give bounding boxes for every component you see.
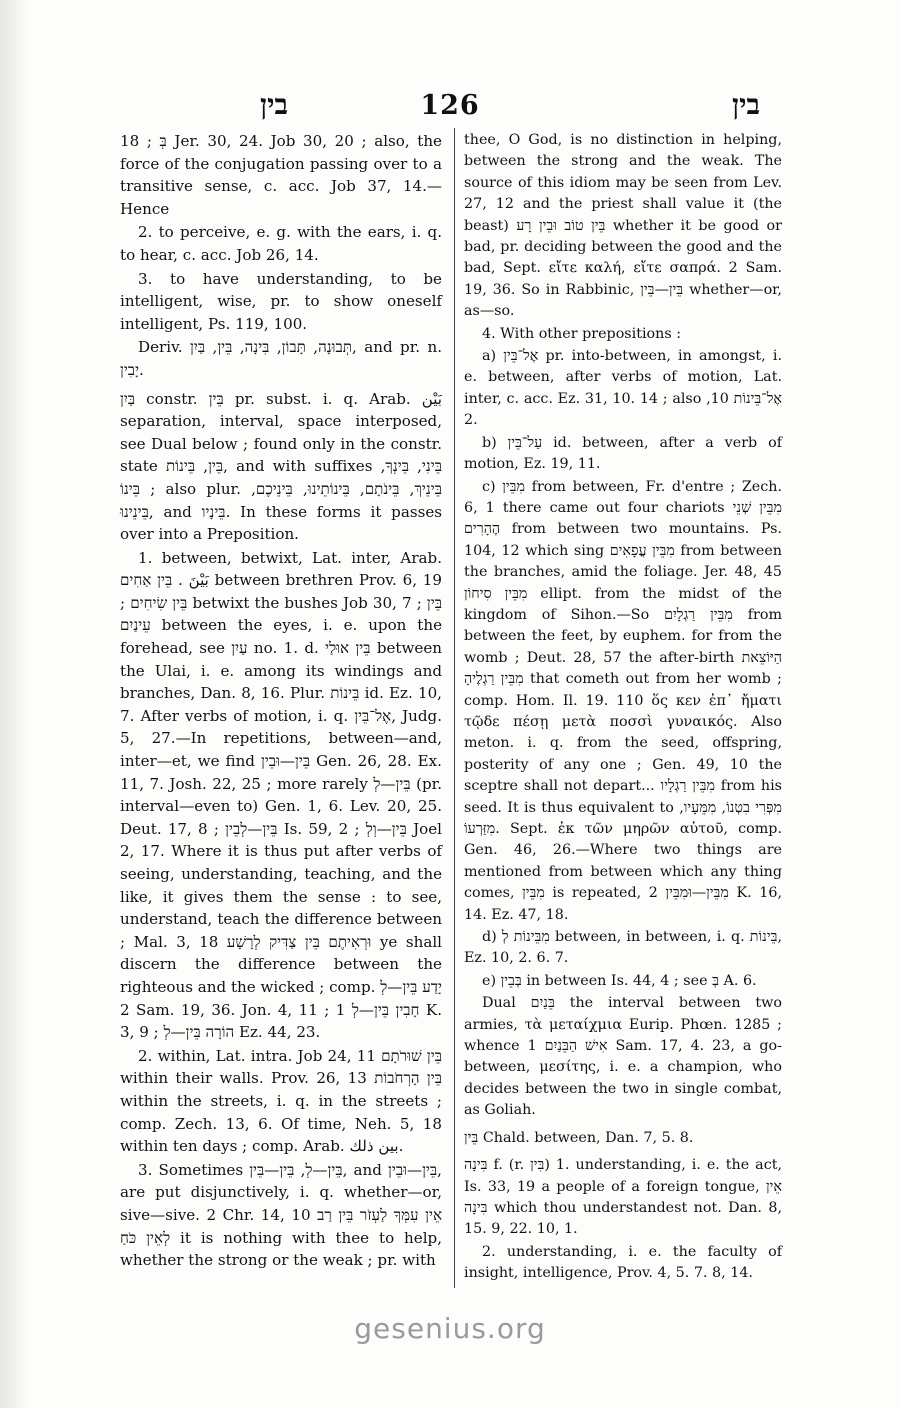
running-head-left: בין: [260, 88, 288, 121]
left-column: [120, 130, 442, 1273]
sense-2-within: 2. within, Lat. intra. Job 24, 11 בֵּין שׁוּרֹתָם within their walls. Prov. 26, 13 בֵּין הָרְחֹבוֹת within the streets, i. q. in the streets ; comp. Zech. 13, 6. Of time, Neh. 5, 18 within ten days ; comp. Arab. بين ذلك.: [120, 1046, 443, 1156]
right-column: [464, 130, 782, 1286]
page-gutter-shadow: [0, 0, 30, 1408]
entry-bayin: בַּיִן constr. בֵּין pr. subst. i. q. Arab. بَيْن separation, interval, space interposed, see Dual below ; found only in the constr. state בֵּין, בֵּינוֹת, and with suffixes בֵּינִי, בֵּינְךָ, בֵּינוֹ ; also plur. בֵּינֵיךְ, בֵּינֹתָם, בֵּינוֹתֵינוּ, בֵּינֵיכֶם, בֵּינֵינוּ, and בֵּינָיו. In these forms it passes over into a Preposition.: [120, 389, 443, 544]
subsense-b: b) עַל־בֵּין id. between, after a verb of motion, Ez. 19, 11.: [464, 434, 782, 473]
site-watermark: gesenius.org: [354, 1312, 546, 1345]
column-divider: [454, 128, 455, 1288]
running-head-right: בין: [732, 88, 760, 121]
left-paragraph: 3. to have understanding, to be intelligent, wise, pr. to show oneself intelligent, Ps. 119, 100.: [120, 269, 442, 333]
entry-binah: בִּינָה f. (r. בִּין) 1. understanding, i. e. the act, Is. 33, 19 a people of a foreign tongue, אֵין בִּינָה which thou understandest not. Dan. 8, 15. 9, 22. 10, 1.: [464, 1157, 782, 1238]
subsense-a: a) אֶל־בֵּין pr. into-between, in amongst, i. e. between, after verbs of motion, Lat. inter, c. acc. Ez. 31, 10. 14 ; also אֶל־בֵּינוֹת 10, 2.: [464, 348, 783, 429]
left-paragraph: 2. to perceive, e. g. with the ears, i. q. to hear, c. acc. Job 26, 14.: [120, 223, 442, 264]
subsense-d: d) מִבֵּינוֹת לְ between, in between, i. q. בֵּינוֹת, Ez. 10, 2. 6. 7.: [464, 929, 783, 967]
page-number: 126: [420, 90, 480, 121]
dual-form: Dual בֵּנַיִם the interval between two armies, τὰ μεταίχμια Eurip. Phœn. 1285 ; whence אִישׁ הַבֵּנַיִם 1 Sam. 17, 4. 23, a go-between, μεσίτης, i. e. a champion, who decides between the two in single combat, as Goliah.: [464, 995, 782, 1119]
binah-sense-2: 2. understanding, i. e. the faculty of insight, intelligence, Prov. 4, 5. 7. 8, 14.: [464, 1243, 782, 1282]
left-paragraph: 18 ; בְּ Jer. 30, 24. Job 30, 20 ; also, the force of the conjugation passing over to a transitive sense, c. acc. Job 37, 14.—Hence: [120, 132, 442, 218]
sense-4-heading: 4. With other prepositions :: [482, 325, 682, 342]
page-header: [120, 88, 780, 128]
subsense-e: e) בְּבֵין in between Is. 44, 4 ; see בְּ A. 6.: [482, 972, 757, 989]
subsense-c: c) מִבֵּין from between, Fr. d'entre ; Zech. 6, 1 there came out four chariots מִבֵּין שְׁנֵי הֶהָרִים from between two mountains. Ps. 104, 12 which sing מִבֵּין עֳפָאִים from between the branches, amid the foliage. Jer. 48, 45 מִבֵּין סִיחוֹן ellipt. from the midst of the kingdom of Sihon.—So מִבֵּין רַגְלָיִם from between the feet, by euphem. for from the womb ; Deut. 28, 57 the after-birth הַיּוֹצֵאת מִבֵּין רַגְלֶיהָ that cometh out from her womb ; comp. Hom. Il. 19. 110 ὅς κεν ἐπ᾽ ἤματι τῷδε πέσῃ μετὰ ποσσὶ γυναικός. Also meton. i. q. from the seed, offspring, posterity of any one ; Gen. 49, 10 the sceptre shall not depart... מִבֵּין רַגְלָיו from his seed. It is thus equivalent to מִפְּרִי בִטְנוֹ, מִמֵּעָיו, מִזַּרְעוֹ. Sept. ἐκ τῶν μηρῶν αὐτοῦ, comp. Gen. 46, 26.—Where two things are mentioned from between which any thing comes, מִבֵּין is repeated, מִבֵּין—וּמִבֵּין 2 K. 16, 14. Ez. 47, 18.: [464, 478, 783, 923]
right-paragraph: thee, O God, is no distinction in helping, between the strong and the weak. The source of this idiom may be seen from Lev. 27, 12 and the priest shall value it (the beast) בֵּין טוֹב וּבֵין רָע whether it be good or bad, pr. deciding between the good and the bad, Sept. εἴτε καλή, εἴτε σαπρά. 2 Sam. 19, 36. So in Rabbinic, בֵּין—בֵּין whether—or, as—so.: [464, 132, 782, 320]
left-paragraph: Deriv. תְּבוּנָה, תָּבוֹן, בִּינָה, בֵּין, בַּיִן, and pr. n. יָבִין.: [120, 338, 442, 379]
sense-3-disjunctive: 3. Sometimes בֵּין—לְ, בֵּין—בֵּין, and בֵּין—וּבֵין, are put disjunctively, i. q. whether—or, sive—sive. 2 Chr. 14, 10 אֵין עִמְּךָ לַעְזֹר בֵּין רַב לְאֵין כֹּחַ it is nothing with thee to help, whether the strong or the weak ; pr. with: [120, 1160, 443, 1270]
sense-1-between: 1. between, betwixt, Lat. inter, Arab. بَيْنَ . בֵּין אַחִים between brethren Prov. 6, 19 ; בֵּין שִׂיחִים betwixt the bushes Job 30, 7 ; בֵּין עֵינַיִם between the eyes, i. e. upon the forehead, see עַיִן no. 1. d. בֵּין אוּלַי between the Ulai, i. e. among its windings and branches, Dan. 8, 16. Plur. בֵּינוֹת id. Ez. 10, 7. After verbs of motion, i. q. אֶל־בֵּין, Judg. 5, 27.—In repetitions, between—and, inter—et, we find בֵּין—וּבֵין Gen. 26, 28. Ex. 11, 7. Josh. 22, 25 ; more rarely בֵּין—לְ (pr. interval—even to) Gen. 1, 6. Lev. 20, 25. Deut. 17, 8 ; בֵּין—לְבֵין Is. 59, 2 ; בֵּין—וְלְ Joel 2, 17. Where it is thus put after verbs of seeing, understanding, teaching, and the like, it gives them the sense : to see, understand, teach the difference between ; Mal. 3, 18 וּרְאִיתֶם בֵּין צַדִּיק לְרָשָׁע ye shall discern the difference between the righteous and the wicked ; comp. יָדַע בֵּין—לְ 2 Sam. 19, 36. Jon. 4, 11 ; חָבִין בֵּין—לְ 1 K. 3, 9 ; הוֹרָה בֵּין—לְ Ez. 44, 23.: [120, 548, 443, 1042]
entry-chaldee-bein: בֵּין Chald. between, Dan. 7, 5. 8.: [464, 1129, 694, 1146]
